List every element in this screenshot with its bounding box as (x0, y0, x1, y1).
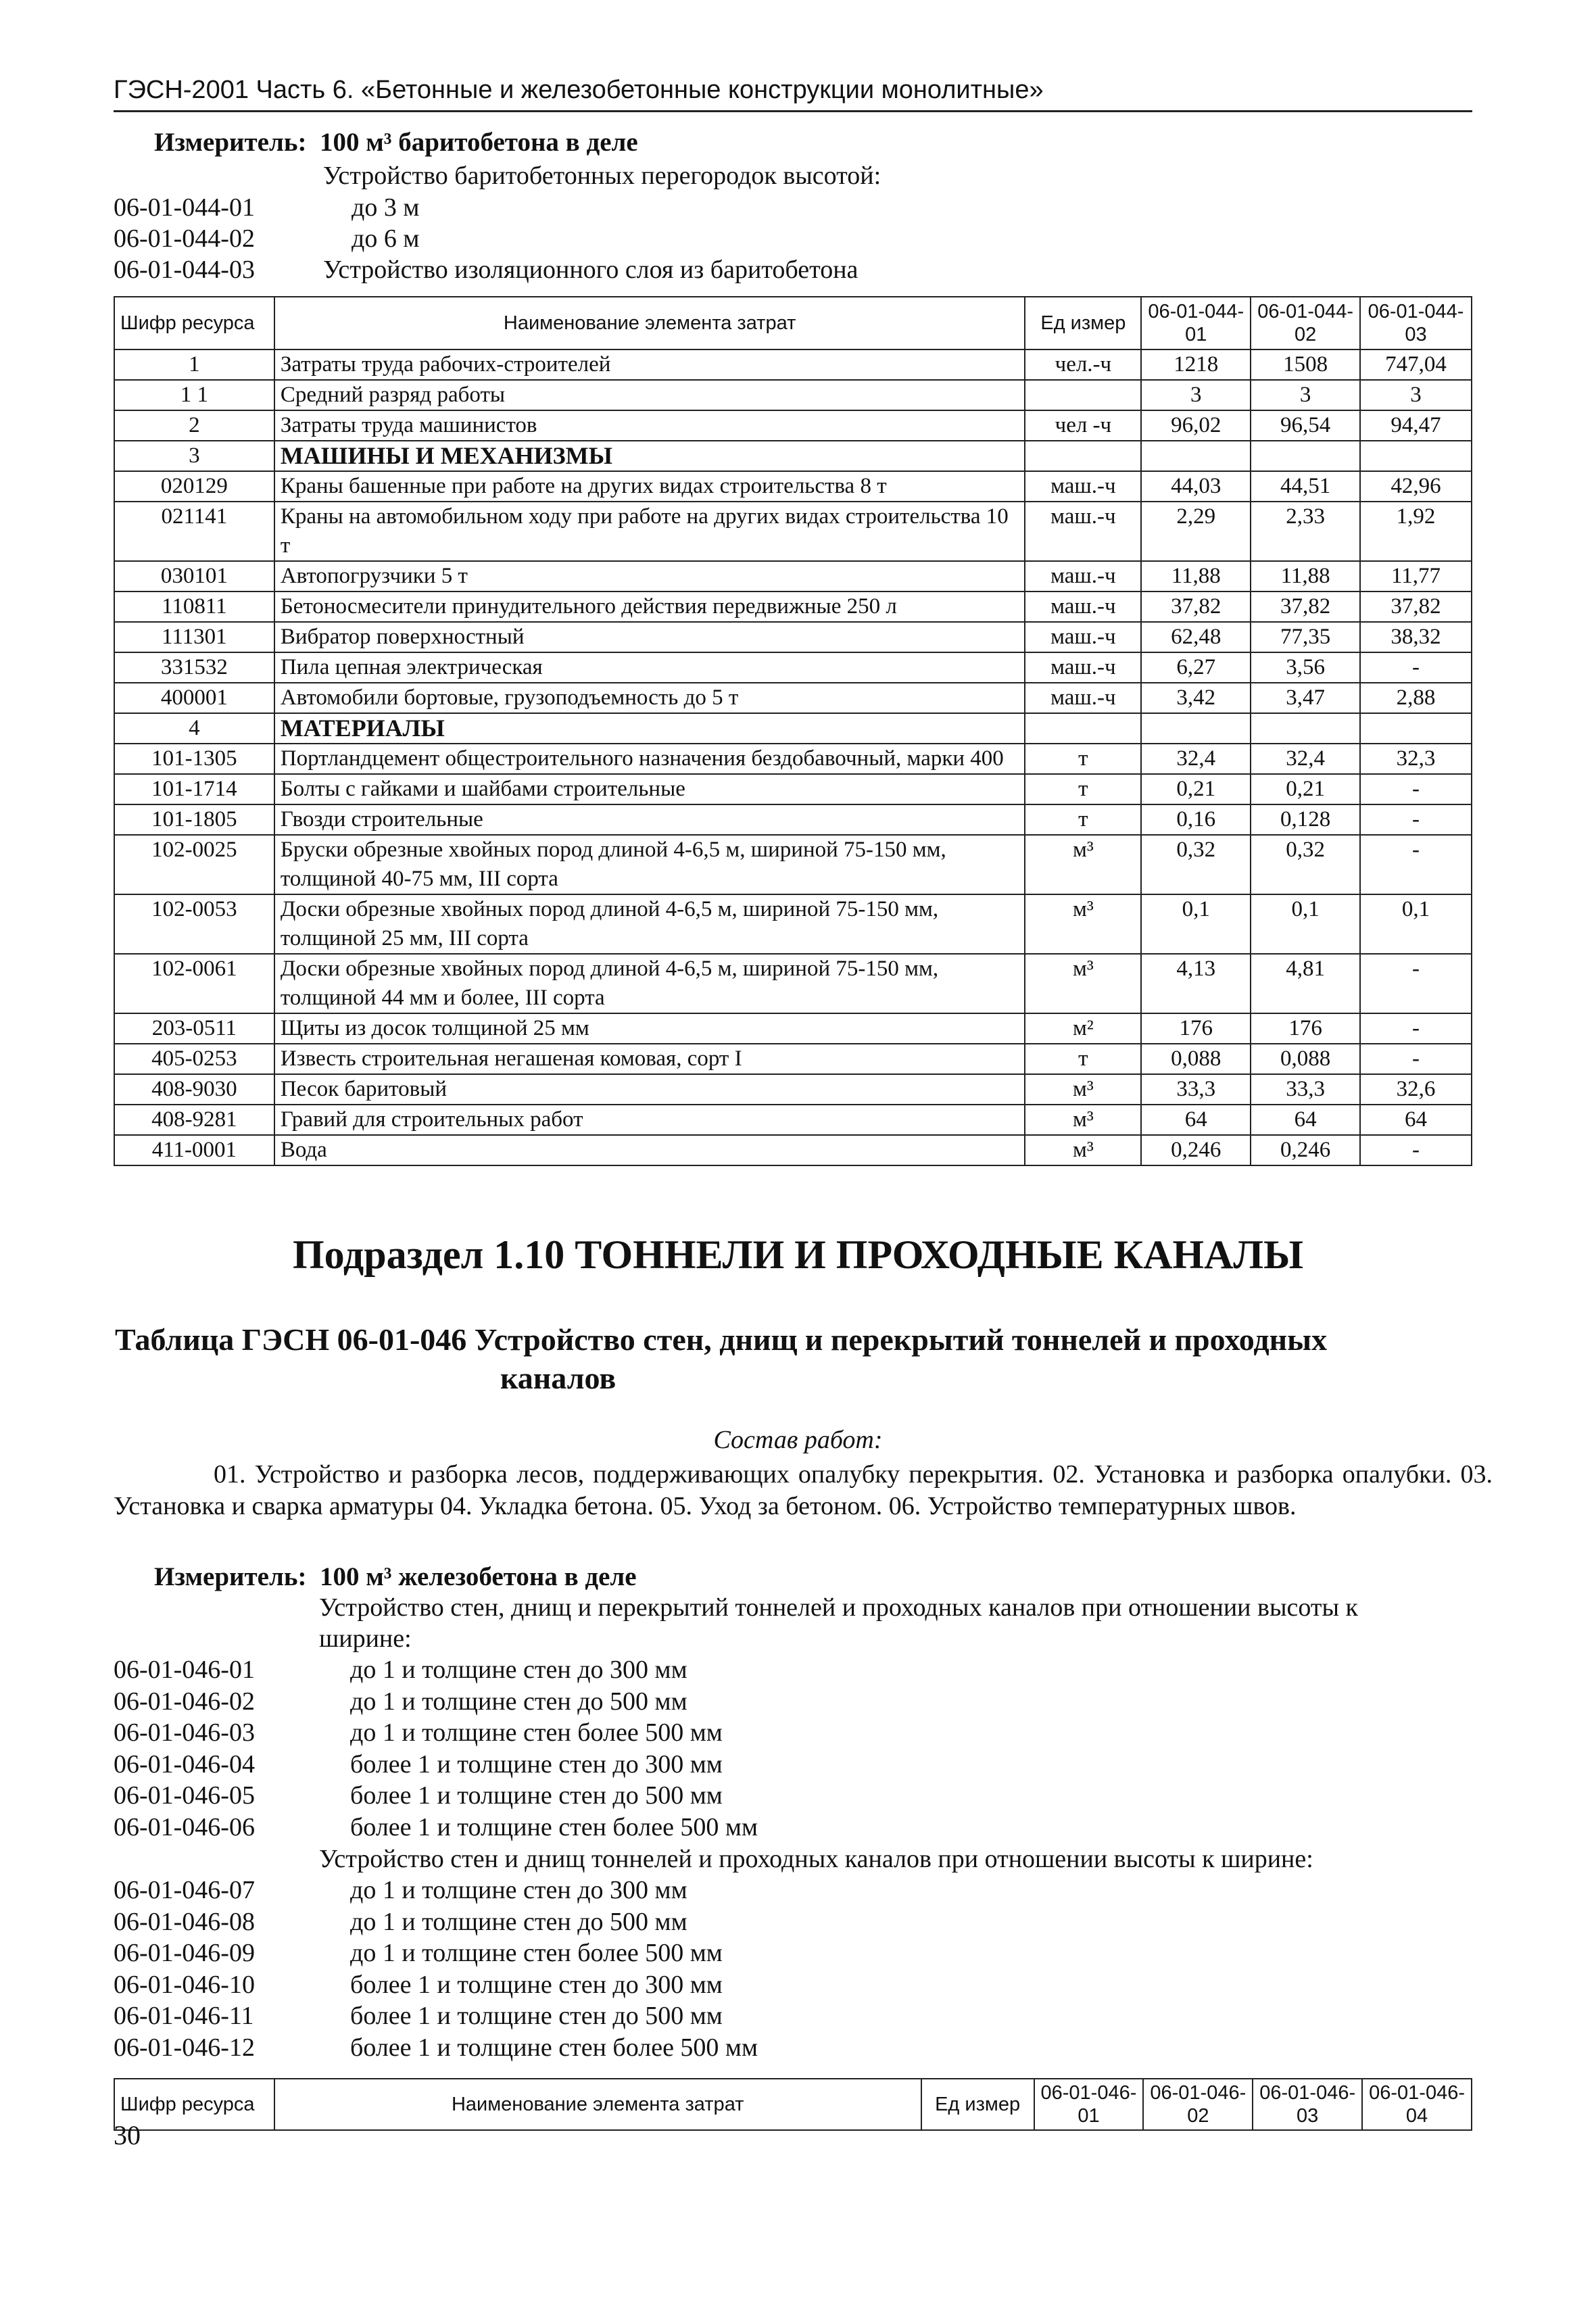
value-cell: 32,3 (1360, 744, 1472, 774)
table-row (114, 441, 1472, 471)
value-cell: - (1360, 1135, 1472, 1165)
code-id: 06-01-046-09 (114, 1939, 255, 1967)
code-description: до 1 и толщине стен до 300 мм (350, 1876, 687, 1904)
resource-name-cell: Бруски обрезные хвойных пород длиной 4-6,5 м, шириной 75-150 мм, толщиной 40-75 мм, III сорта (274, 835, 1025, 894)
resource-table-1 (114, 296, 1472, 1166)
resource-name-cell: Пила цепная электрическая (274, 652, 1025, 683)
table-row (114, 410, 1472, 441)
measure-value-1: 100 м³ баритобетона в деле (319, 128, 638, 157)
unit-cell: м³ (1025, 1074, 1141, 1105)
table-row (114, 894, 1472, 954)
table-row (114, 349, 1472, 380)
value-cell: 0,32 (1141, 835, 1251, 894)
unit-cell: маш.-ч (1025, 502, 1141, 561)
resource-code-cell: 102-0061 (114, 954, 274, 1013)
value-cell: 176 (1251, 1013, 1360, 1044)
resource-code-cell: 101-1805 (114, 804, 274, 835)
column-header: Шифр ресурса (114, 2079, 274, 2130)
unit-cell: т (1025, 744, 1141, 774)
column-header: Наименование элемента затрат (274, 2079, 921, 2130)
resource-name-cell: Болты с гайками и шайбами строительные (274, 774, 1025, 804)
unit-cell (1025, 441, 1141, 471)
value-cell: 33,3 (1251, 1074, 1360, 1105)
value-cell: 0,1 (1360, 894, 1472, 954)
work-composition-label: Состав работ: (713, 1426, 883, 1454)
value-cell: 44,03 (1141, 471, 1251, 502)
resource-name-cell: Вибратор поверхностный (274, 622, 1025, 652)
value-cell: 0,16 (1141, 804, 1251, 835)
value-cell: 3,56 (1251, 652, 1360, 683)
code-id: 06-01-044-01 (114, 193, 255, 222)
value-cell: 33,3 (1141, 1074, 1251, 1105)
code-description: до 1 и толщине стен до 300 мм (350, 1656, 687, 1684)
value-cell: 37,82 (1360, 592, 1472, 622)
value-cell: 0,21 (1141, 774, 1251, 804)
measure-label-1: Измеритель: 100 м³ баритобетона в деле (154, 128, 638, 157)
table-row (114, 1044, 1472, 1074)
value-cell: 32,6 (1360, 1074, 1472, 1105)
table-row (114, 835, 1472, 894)
value-cell: 3 (1360, 380, 1472, 410)
code-description: более 1 и толщине стен до 300 мм (350, 1750, 723, 1779)
value-cell (1251, 441, 1360, 471)
resource-name-cell: Щиты из досок толщиной 25 мм (274, 1013, 1025, 1044)
value-cell: 0,32 (1251, 835, 1360, 894)
code-description: до 6 м (352, 224, 420, 253)
table-header-row (114, 297, 1472, 349)
resource-name-cell: Доски обрезные хвойных пород длиной 4-6,5 м, шириной 75-150 мм, толщиной 25 мм, III сорта (274, 894, 1025, 954)
table-row (114, 683, 1472, 713)
value-cell: 0,246 (1141, 1135, 1251, 1165)
table-row (114, 954, 1472, 1013)
unit-cell: маш.-ч (1025, 683, 1141, 713)
resource-name-cell: Краны башенные при работе на других видах строительства 8 т (274, 471, 1025, 502)
resource-code-cell: 020129 (114, 471, 274, 502)
value-cell: - (1360, 804, 1472, 835)
value-cell: 2,88 (1360, 683, 1472, 713)
code-description: более 1 и толщине стен более 500 мм (350, 1812, 758, 1841)
table-row (114, 561, 1472, 592)
code-id: 06-01-044-02 (114, 224, 255, 253)
value-cell: 64 (1141, 1105, 1251, 1135)
code-description: Устройство изоляционного слоя из баритобетона (323, 256, 859, 284)
code-id: 06-01-046-10 (114, 1970, 255, 1999)
resource-code-cell: 111301 (114, 622, 274, 652)
value-cell (1141, 713, 1251, 744)
value-cell: 62,48 (1141, 622, 1251, 652)
resource-name-cell: Гравий для строительных работ (274, 1105, 1025, 1135)
value-cell: 94,47 (1360, 410, 1472, 441)
measure-label-2: Измеритель: 100 м³ железобетона в деле (154, 1562, 637, 1591)
value-cell: 1508 (1251, 349, 1360, 380)
table-title-cont: каналов (500, 1361, 616, 1395)
table-row (114, 652, 1472, 683)
resource-code-cell: 3 (114, 441, 274, 471)
value-cell: 0,088 (1251, 1044, 1360, 1074)
resource-code-cell: 408-9281 (114, 1105, 274, 1135)
code-id: 06-01-046-07 (114, 1876, 255, 1904)
unit-cell: маш.-ч (1025, 652, 1141, 683)
code-description: более 1 и толщине стен до 500 мм (350, 2002, 723, 2030)
table-row (114, 592, 1472, 622)
value-cell: 0,128 (1251, 804, 1360, 835)
table-row (114, 1013, 1472, 1044)
value-cell: 3 (1141, 380, 1251, 410)
code-id: 06-01-044-03 (114, 256, 255, 284)
unit-cell: м³ (1025, 835, 1141, 894)
code-id: 06-01-046-12 (114, 2033, 255, 2062)
resource-code-cell: 110811 (114, 592, 274, 622)
resource-name-cell: Автомобили бортовые, грузоподъемность до 5 т (274, 683, 1025, 713)
code-id: 06-01-046-01 (114, 1656, 255, 1684)
code-description: до 1 и толщине стен до 500 мм (350, 1907, 687, 1936)
resource-code-cell: 102-0053 (114, 894, 274, 954)
unit-cell: м³ (1025, 894, 1141, 954)
unit-cell: маш.-ч (1025, 561, 1141, 592)
unit-cell: т (1025, 1044, 1141, 1074)
value-cell: 64 (1251, 1105, 1360, 1135)
resource-code-cell: 1 1 (114, 380, 274, 410)
resource-code-cell: 331532 (114, 652, 274, 683)
resource-name-cell: Краны на автомобильном ходу при работе на других видах строительства 10 т (274, 502, 1025, 561)
column-header: 06-01-046-03 (1253, 2079, 1362, 2130)
table-row (114, 744, 1472, 774)
code-description: до 1 и толщине стен более 500 мм (350, 1718, 723, 1747)
code-id: 06-01-046-11 (114, 2002, 254, 2030)
value-cell: 747,04 (1360, 349, 1472, 380)
resource-name-cell: Песок баритовый (274, 1074, 1025, 1105)
block2-intro1: Устройство стен, днищ и перекрытий тоннелей и проходных каналов при отношении высоты к (319, 1593, 1358, 1622)
value-cell: 38,32 (1360, 622, 1472, 652)
table-row (114, 502, 1472, 561)
resource-table-2 (114, 2078, 1472, 2131)
block2-intro2: Устройство стен и днищ тоннелей и проходных каналов при отношении высоты к ширине: (319, 1845, 1313, 1873)
resource-name-cell: Автопогрузчики 5 т (274, 561, 1025, 592)
column-header: 06-01-044-03 (1360, 297, 1472, 349)
table-row (114, 774, 1472, 804)
resource-code-cell: 400001 (114, 683, 274, 713)
table-row (114, 380, 1472, 410)
resource-code-cell: 101-1305 (114, 744, 274, 774)
column-header: 06-01-046-01 (1034, 2079, 1144, 2130)
resource-code-cell: 030101 (114, 561, 274, 592)
block2-intro1-cont: ширине: (319, 1624, 412, 1653)
value-cell: - (1360, 774, 1472, 804)
value-cell: 4,13 (1141, 954, 1251, 1013)
value-cell: 11,77 (1360, 561, 1472, 592)
unit-cell: т (1025, 774, 1141, 804)
value-cell: 2,33 (1251, 502, 1360, 561)
column-header: Наименование элемента затрат (274, 297, 1025, 349)
value-cell: - (1360, 1013, 1472, 1044)
code-id: 06-01-046-02 (114, 1687, 255, 1716)
resource-name-cell: МАШИНЫ И МЕХАНИЗМЫ (274, 441, 1025, 471)
resource-name-cell: Доски обрезные хвойных пород длиной 4-6,5 м, шириной 75-150 мм, толщиной 44 мм и более, III сорта (274, 954, 1025, 1013)
value-cell (1251, 713, 1360, 744)
resource-code-cell: 411-0001 (114, 1135, 274, 1165)
value-cell: 3,47 (1251, 683, 1360, 713)
value-cell: 0,1 (1141, 894, 1251, 954)
unit-cell: м² (1025, 1013, 1141, 1044)
code-description: более 1 и толщине стен более 500 мм (350, 2033, 758, 2062)
resource-code-cell: 203-0511 (114, 1013, 274, 1044)
work-composition-text: 01. Устройство и разборка лесов, поддерживающих опалубку перекрытия. 02. Установка и разборка опалубки. 03. Установка и сварка арматуры 04. Укладка бетона. 05. Уход за бетоном. 06. Устройство температурных швов. (114, 1460, 1493, 1520)
running-header: ГЭСН-2001 Часть 6. «Бетонные и железобетонные конструкции монолитные» (114, 76, 1472, 112)
table-title: Таблица ГЭСН 06-01-046 Устройство стен, днищ и перекрытий тоннелей и проходных (115, 1322, 1328, 1357)
value-cell: 44,51 (1251, 471, 1360, 502)
unit-cell: маш.-ч (1025, 622, 1141, 652)
value-cell: 0,1 (1251, 894, 1360, 954)
value-cell: 37,82 (1251, 592, 1360, 622)
page-number: 30 (114, 2120, 141, 2150)
resource-code-cell: 408-9030 (114, 1074, 274, 1105)
value-cell: 3 (1251, 380, 1360, 410)
value-cell: 0,21 (1251, 774, 1360, 804)
code-description: более 1 и толщине стен до 500 мм (350, 1781, 723, 1810)
resource-name-cell: МАТЕРИАЛЫ (274, 713, 1025, 744)
value-cell: 6,27 (1141, 652, 1251, 683)
value-cell: 42,96 (1360, 471, 1472, 502)
resource-name-cell: Затраты труда машинистов (274, 410, 1025, 441)
unit-cell (1025, 380, 1141, 410)
value-cell: 37,82 (1141, 592, 1251, 622)
code-description: до 3 м (352, 193, 420, 222)
value-cell: - (1360, 954, 1472, 1013)
value-cell: 0,246 (1251, 1135, 1360, 1165)
code-id: 06-01-046-06 (114, 1812, 255, 1841)
value-cell: 176 (1141, 1013, 1251, 1044)
resource-name-cell: Портландцемент общестроительного назначения бездобавочный, марки 400 (274, 744, 1025, 774)
unit-cell: маш.-ч (1025, 471, 1141, 502)
table-row (114, 713, 1472, 744)
table-row (114, 471, 1472, 502)
column-header: Ед измер (1025, 297, 1141, 349)
value-cell: 1,92 (1360, 502, 1472, 561)
value-cell: 64 (1360, 1105, 1472, 1135)
resource-code-cell: 021141 (114, 502, 274, 561)
resource-code-cell: 1 (114, 349, 274, 380)
value-cell: - (1360, 835, 1472, 894)
resource-name-cell: Средний разряд работы (274, 380, 1025, 410)
unit-cell: т (1025, 804, 1141, 835)
resource-name-cell: Вода (274, 1135, 1025, 1165)
table-row (114, 804, 1472, 835)
subsection-title: Подраздел 1.10 ТОННЕЛИ И ПРОХОДНЫЕ КАНАЛЫ (292, 1232, 1304, 1277)
column-header: 06-01-044-02 (1251, 297, 1360, 349)
value-cell: 11,88 (1251, 561, 1360, 592)
code-description: более 1 и толщине стен до 300 мм (350, 1970, 723, 1999)
resource-name-cell: Затраты труда рабочих-строителей (274, 349, 1025, 380)
block1-intro: Устройство баритобетонных перегородок высотой: (323, 162, 881, 190)
column-header: Шифр ресурса (114, 297, 274, 349)
code-description: до 1 и толщине стен до 500 мм (350, 1687, 687, 1716)
value-cell: 96,54 (1251, 410, 1360, 441)
code-id: 06-01-046-03 (114, 1718, 255, 1747)
table-header-row (114, 2079, 1472, 2130)
value-cell: 11,88 (1141, 561, 1251, 592)
unit-cell: м³ (1025, 1105, 1141, 1135)
code-id: 06-01-046-05 (114, 1781, 255, 1810)
value-cell: 3,42 (1141, 683, 1251, 713)
resource-name-cell: Бетоносмесители принудительного действия передвижные 250 л (274, 592, 1025, 622)
value-cell (1141, 441, 1251, 471)
resource-name-cell: Известь строительная негашеная комовая, сорт I (274, 1044, 1025, 1074)
resource-code-cell: 405-0253 (114, 1044, 274, 1074)
unit-cell: чел -ч (1025, 410, 1141, 441)
measure-value-2: 100 м³ железобетона в деле (319, 1562, 637, 1591)
value-cell: 32,4 (1251, 744, 1360, 774)
table-row (114, 1074, 1472, 1105)
value-cell: 1218 (1141, 349, 1251, 380)
value-cell: - (1360, 652, 1472, 683)
value-cell: 0,088 (1141, 1044, 1251, 1074)
table-row (114, 1105, 1472, 1135)
value-cell (1360, 713, 1472, 744)
unit-cell (1025, 713, 1141, 744)
column-header: Ед измер (921, 2079, 1034, 2130)
value-cell (1360, 441, 1472, 471)
resource-code-cell: 102-0025 (114, 835, 274, 894)
resource-code-cell: 4 (114, 713, 274, 744)
code-id: 06-01-046-08 (114, 1907, 255, 1936)
unit-cell: чел.-ч (1025, 349, 1141, 380)
column-header: 06-01-046-02 (1143, 2079, 1253, 2130)
resource-code-cell: 2 (114, 410, 274, 441)
table-row (114, 1135, 1472, 1165)
value-cell: 2,29 (1141, 502, 1251, 561)
resource-code-cell: 101-1714 (114, 774, 274, 804)
column-header: 06-01-044-01 (1141, 297, 1251, 349)
value-cell: 32,4 (1141, 744, 1251, 774)
code-description: до 1 и толщине стен более 500 мм (350, 1939, 723, 1967)
code-id: 06-01-046-04 (114, 1750, 255, 1779)
unit-cell: маш.-ч (1025, 592, 1141, 622)
value-cell: 4,81 (1251, 954, 1360, 1013)
column-header: 06-01-046-04 (1362, 2079, 1472, 2130)
table-row (114, 622, 1472, 652)
unit-cell: м³ (1025, 1135, 1141, 1165)
resource-name-cell: Гвозди строительные (274, 804, 1025, 835)
value-cell: 77,35 (1251, 622, 1360, 652)
value-cell: - (1360, 1044, 1472, 1074)
value-cell: 96,02 (1141, 410, 1251, 441)
unit-cell: м³ (1025, 954, 1141, 1013)
